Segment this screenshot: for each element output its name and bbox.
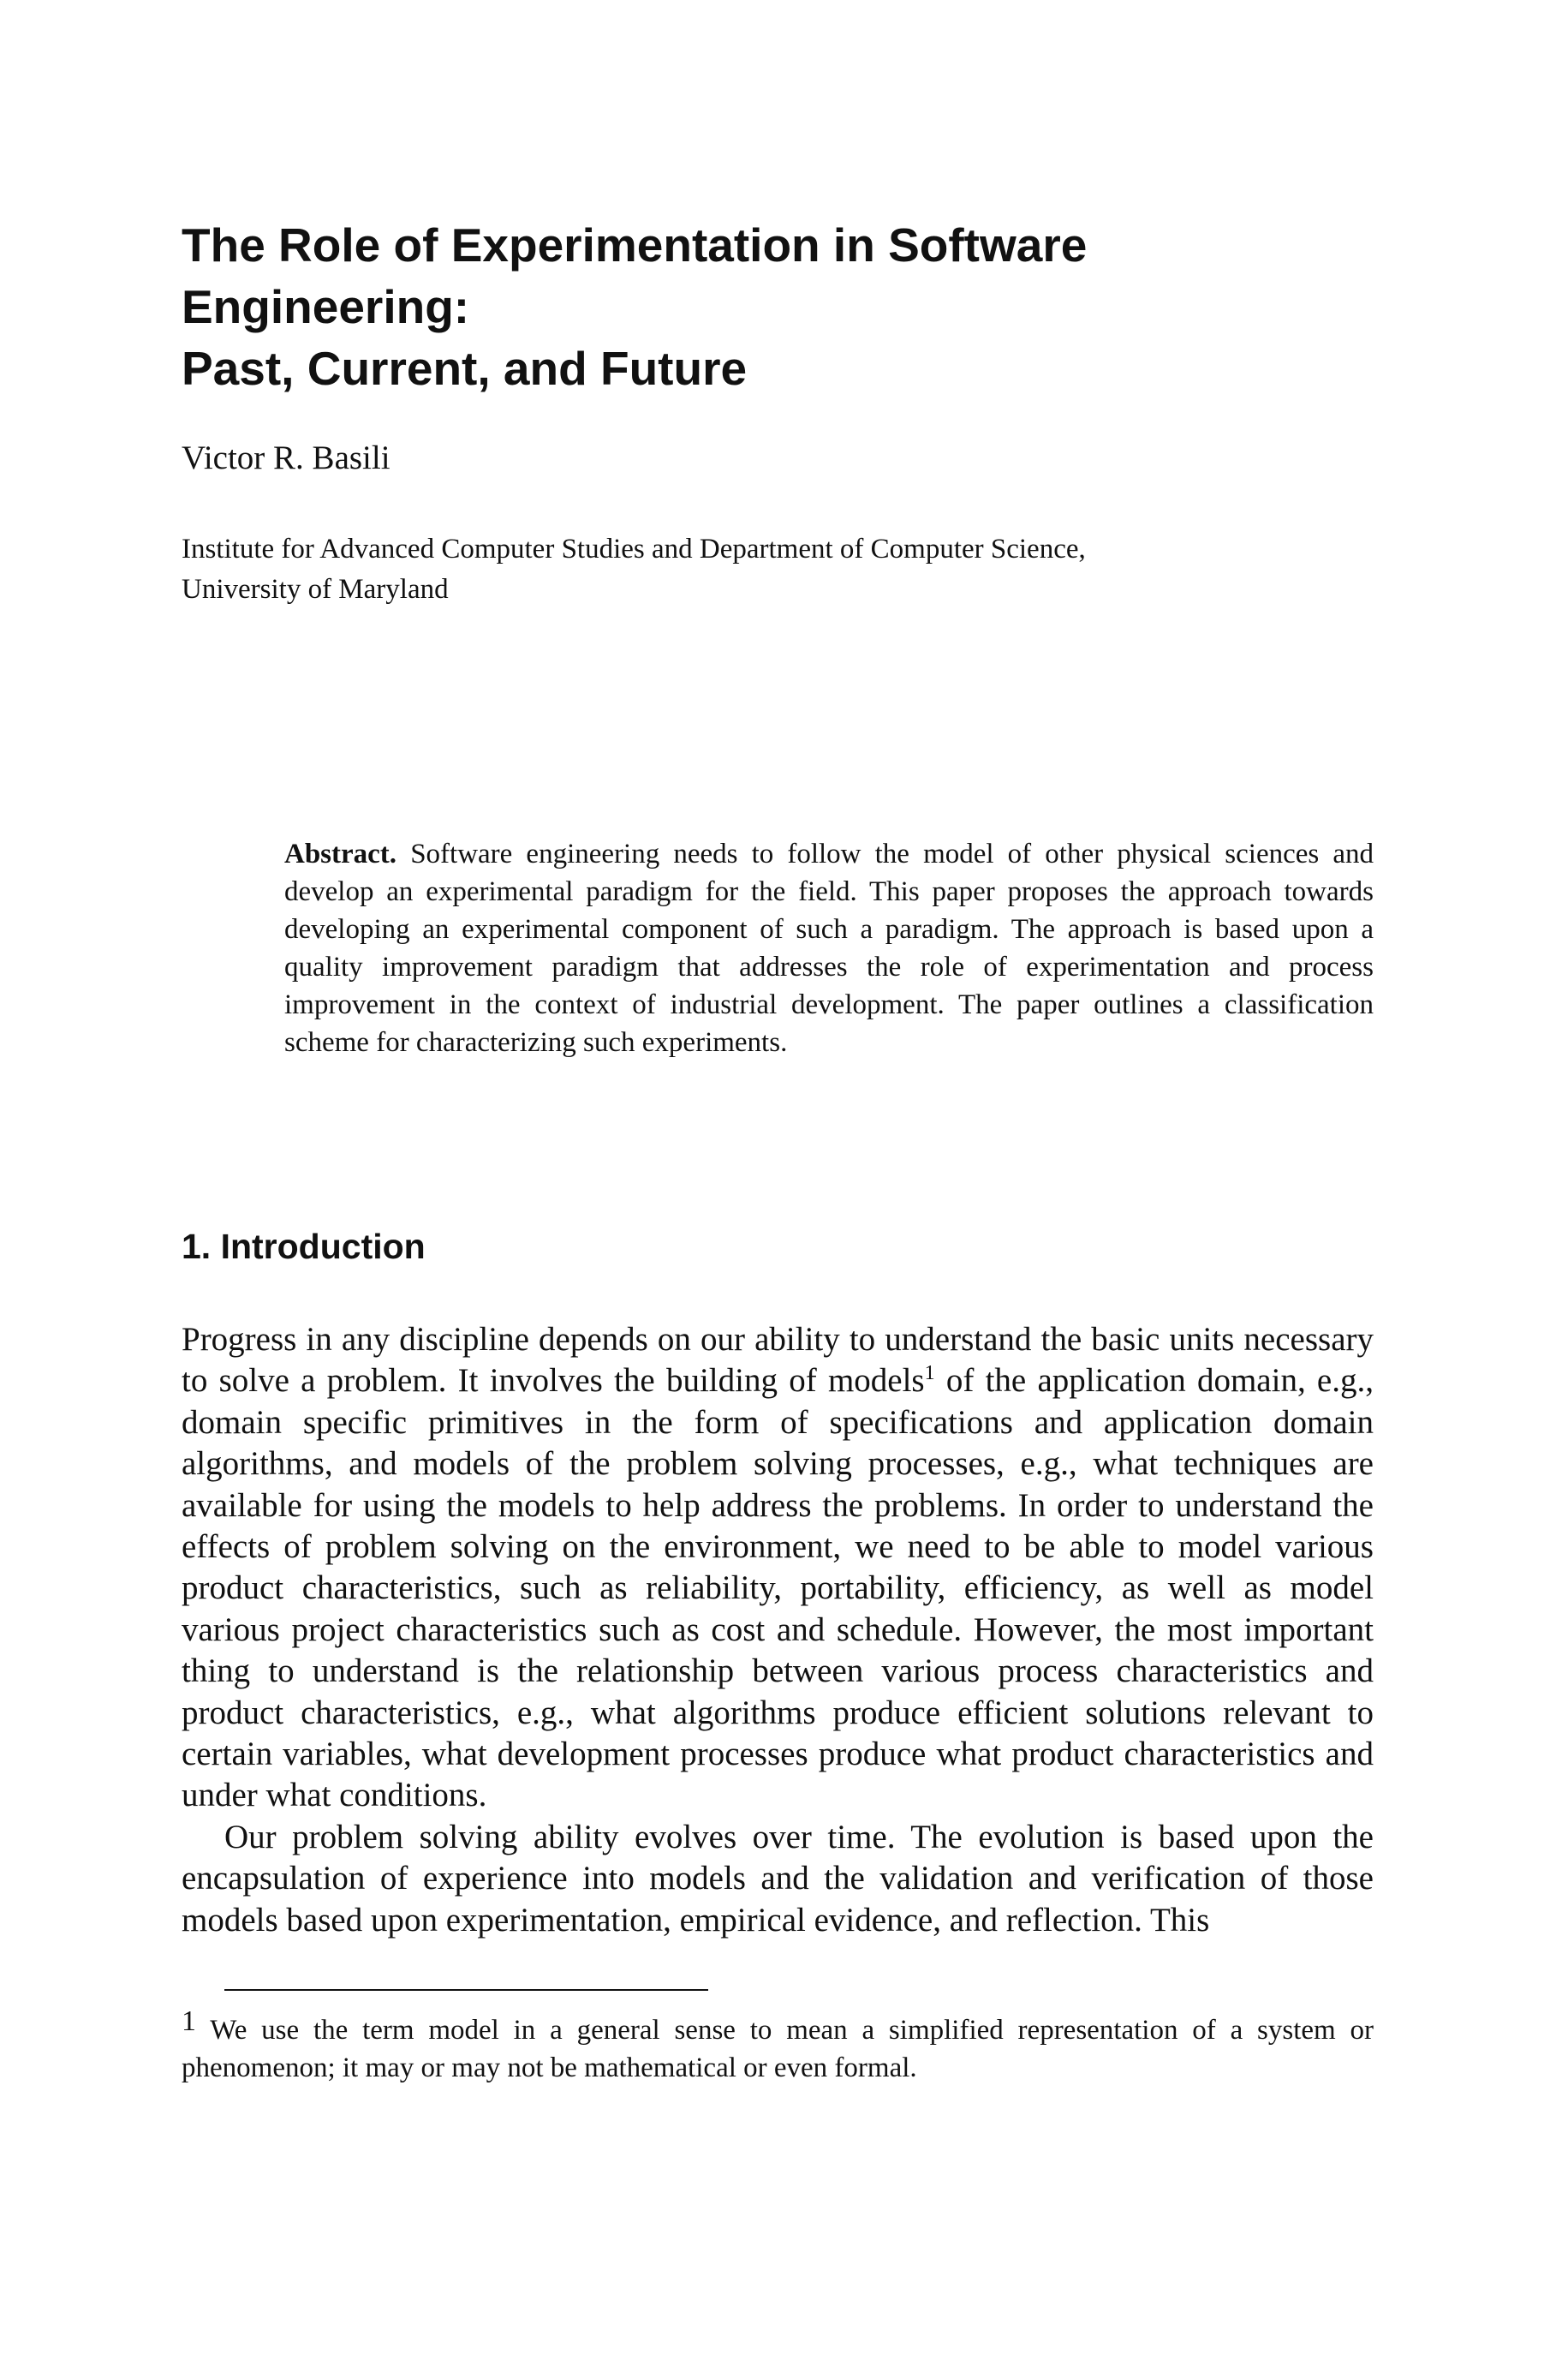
footnote — [182, 2005, 1374, 2087]
footnote-divider — [224, 1989, 708, 1991]
introduction-paragraph-2: Our problem solving ability evolves over time. The evolution is based upon the encapsulation of experience into models and the validation and verification of those models based upon experimentation, empirical evidence, and reflection. This — [182, 1818, 1374, 1939]
author-name: Victor R. Basili — [182, 439, 391, 476]
section-heading-introduction: 1. Introduction — [182, 1227, 426, 1266]
introduction-body — [182, 1319, 1374, 1941]
affiliation-line-2: University of Maryland — [182, 574, 449, 605]
introduction-paragraph-1 — [182, 1319, 1374, 1817]
abstract — [284, 835, 1374, 1061]
footnote-marker: 1 — [182, 2005, 196, 2037]
paper-title — [182, 214, 1374, 399]
paper-page — [182, 0, 1374, 2378]
abstract-label: Abstract. — [284, 839, 397, 869]
paragraph-1-text-b: of the application domain, e.g., domain specific primitives in the form of specifications and application domain algorithms, and models of the problem solving processes, e.g., what techniques are available for using the models to help address the problems. In order to understand the effects of problem solving on the environment, we need to be able to model various product characteristics, such as reliability, portability, efficiency, as well as model various project characteristics such as cost and schedule. However, the most important thing to understand is the relationship between various process characteristics and product characteristics, e.g., what algorithms produce efficient solutions relevant to certain variables, what development processes produce what product characteristics and under what conditions. — [182, 1362, 1374, 1814]
paragraph-1-text-a: Progress in any discipline depends on our ability to understand the basic units necessary to solve a problem. It involves the building of models — [182, 1321, 1374, 1400]
footnote-reference: 1 — [924, 1362, 935, 1385]
title-line-1: The Role of Experimentation in Software — [182, 218, 1088, 272]
author-affiliation — [182, 529, 1374, 610]
abstract-text: Software engineering needs to follow the model of other physical sciences and develop an experimental paradigm for the field. This paper proposes the approach towards developing an experimental component of such a paradigm. The approach is based upon a quality improvement paradigm that addresses the role of experimentation and process improvement in the context of industrial development. The paper outlines a classification scheme for characterizing such experiments. — [284, 839, 1374, 1058]
footnote-text: We use the term model in a general sense to mean a simplified representation of a system or phenomenon; it may or may not be mathematical or even formal. — [182, 2015, 1374, 2083]
affiliation-line-1: Institute for Advanced Computer Studies and Department of Computer Science, — [182, 534, 1086, 565]
title-line-3: Past, Current, and Future — [182, 342, 748, 395]
title-line-2: Engineering: — [182, 280, 470, 333]
